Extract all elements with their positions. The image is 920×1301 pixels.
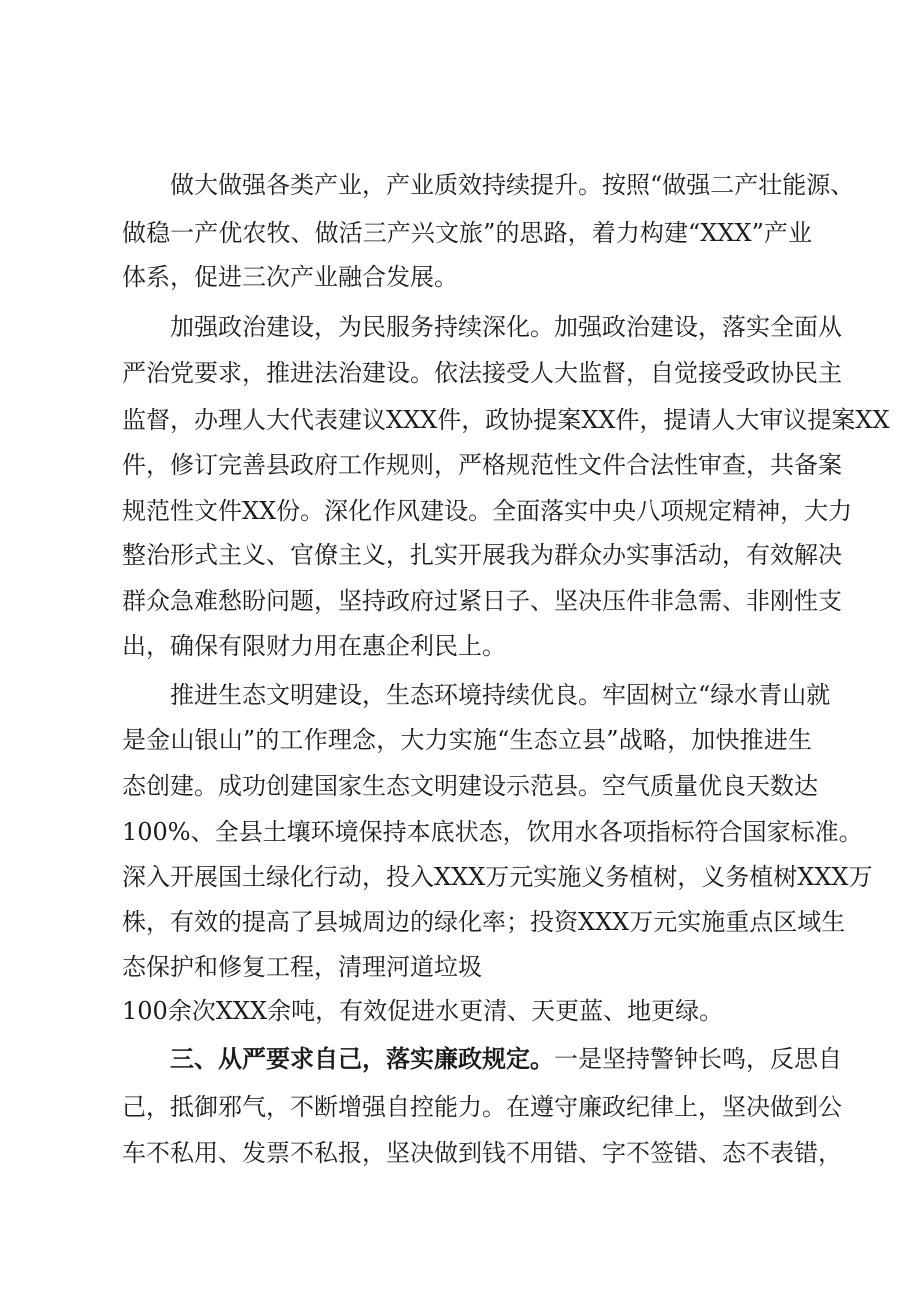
- paragraph-4-line-1-text: 一是坚持警钟长鸣，反思自: [554, 1045, 842, 1073]
- paragraph-3-line-2: 是金山银山”的工作理念，大力实施“生态立县”战略，加快推进生: [122, 726, 812, 754]
- paragraph-3-line-6: 株，有效的提高了县城周边的绿化率；投资XXX万元实施重点区域生: [122, 908, 846, 936]
- paragraph-4-line-1: [170, 1044, 842, 1074]
- paragraph-2-line-1: 加强政治建设，为民服务持续深化。加强政治建设，落实全面从: [170, 313, 842, 341]
- paragraph-1-line-1: 做大做强各类产业，产业质效持续提升。按照“做强二产壮能源、: [170, 171, 855, 199]
- paragraph-2-line-3: 监督，办理人大代表建议XXX件，政协提案XX件，提请人大审议提案XX: [122, 406, 890, 434]
- paragraph-1-line-3: 体系，促进三次产业融合发展。: [122, 263, 458, 291]
- paragraph-3-line-8: 100余次XXX余吨，有效促进水更清、天更蓝、地更绿。: [122, 997, 724, 1025]
- paragraph-4-line-3: 车不私用、发票不私报，坚决做到钱不用错、字不签错、态不表错，: [122, 1139, 842, 1167]
- paragraph-3-line-5: 深入开展国土绿化行动，投入XXX万元实施义务植树，义务植树XXX万: [122, 863, 873, 891]
- paragraph-3-line-7: 态保护和修复工程，清理河道垃圾: [122, 953, 482, 981]
- paragraph-2-line-8: 出，确保有限财力用在惠企利民上。: [122, 632, 506, 660]
- paragraph-3-line-1: 推进生态文明建设，生态环境持续优良。牢固树立“绿水青山就: [170, 681, 831, 709]
- paragraph-3-line-4: 100%、全县土壤环境保持本底状态，饮用水各项指标符合国家标准。: [122, 818, 863, 846]
- paragraph-2-line-4: 件，修订完善县政府工作规则，严格规范性文件合法性审查，共备案: [122, 451, 842, 479]
- paragraph-4-line-2: 己，抵御邪气，不断增强自控能力。在遵守廉政纪律上，坚决做到公: [122, 1093, 842, 1121]
- paragraph-3-line-3: 态创建。成功创建国家生态文明建设示范县。空气质量优良天数达: [122, 772, 818, 800]
- paragraph-2-line-2: 严治党要求，推进法治建设。依法接受人大监督，自觉接受政协民主: [122, 359, 842, 387]
- paragraph-2-line-6: 整治形式主义、官僚主义，扎实开展我为群众办实事活动，有效解决: [122, 541, 842, 569]
- paragraph-2-line-7: 群众急难愁盼问题，坚持政府过紧日子、坚决压件非急需、非刚性支: [122, 587, 842, 615]
- section-heading: 三、从严要求自己，落实廉政规定。: [170, 1045, 554, 1073]
- paragraph-1-line-2: 做稳一产优农牧、做活三产兴文旅”的思路，着力构建“XXX”产业: [122, 219, 812, 247]
- paragraph-2-line-5: 规范性文件XX份。深化作风建设。全面落实中央八项规定精神，大力: [122, 497, 853, 525]
